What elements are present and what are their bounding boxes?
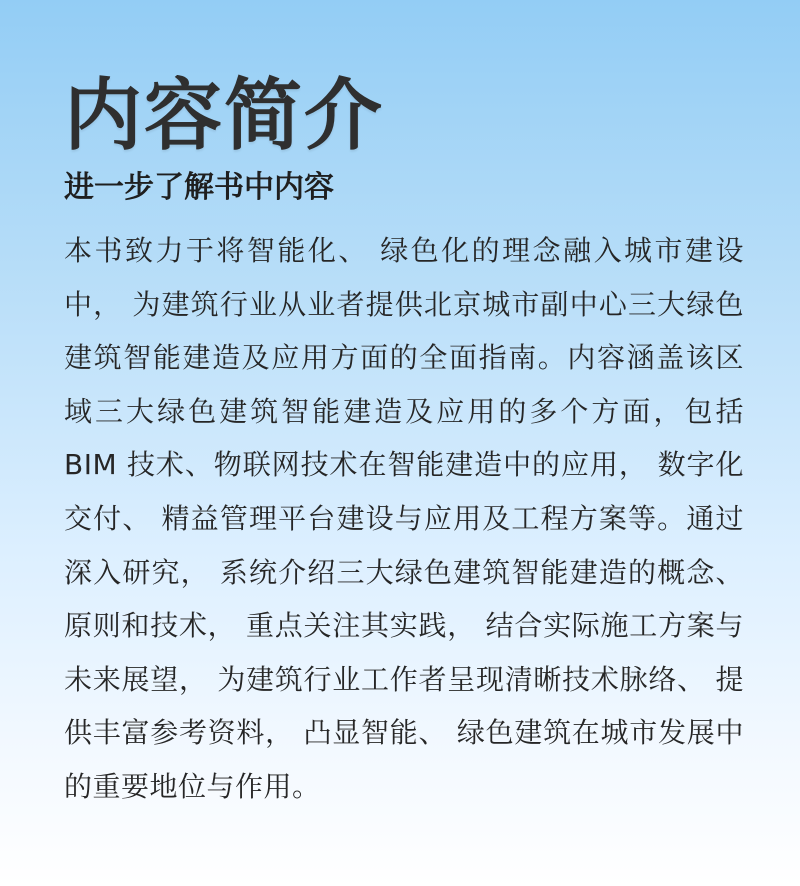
page-subtitle: 进一步了解书中内容: [64, 170, 334, 205]
intro-paragraph: 本书致力于将智能化、 绿色化的理念融入城市建设中， 为建筑行业从业者提供北京城市副中心三大绿色建筑智能建造及应用方面的全面指南。内容涵盖该区域三大绿色建筑智能建造及应用的多个方面，包括 BIM 技术、物联网技术在智能建造中的应用， 数字化交付、 精益管理平台建设与应用及工程方案等。通过深入研究， 系统介绍三大绿色建筑智能建造的概念、 原则和技术， 重点关注其实践， 结合实际施工方案与未来展望， 为建筑行业工作者呈现清晰技术脉络、 提供丰富参考资料， 凸显智能、 绿色建筑在城市发展中的重要地位与作用。: [64, 234, 744, 803]
page-title: 内容简介: [64, 71, 385, 161]
content-intro-page: [64, 70, 744, 814]
